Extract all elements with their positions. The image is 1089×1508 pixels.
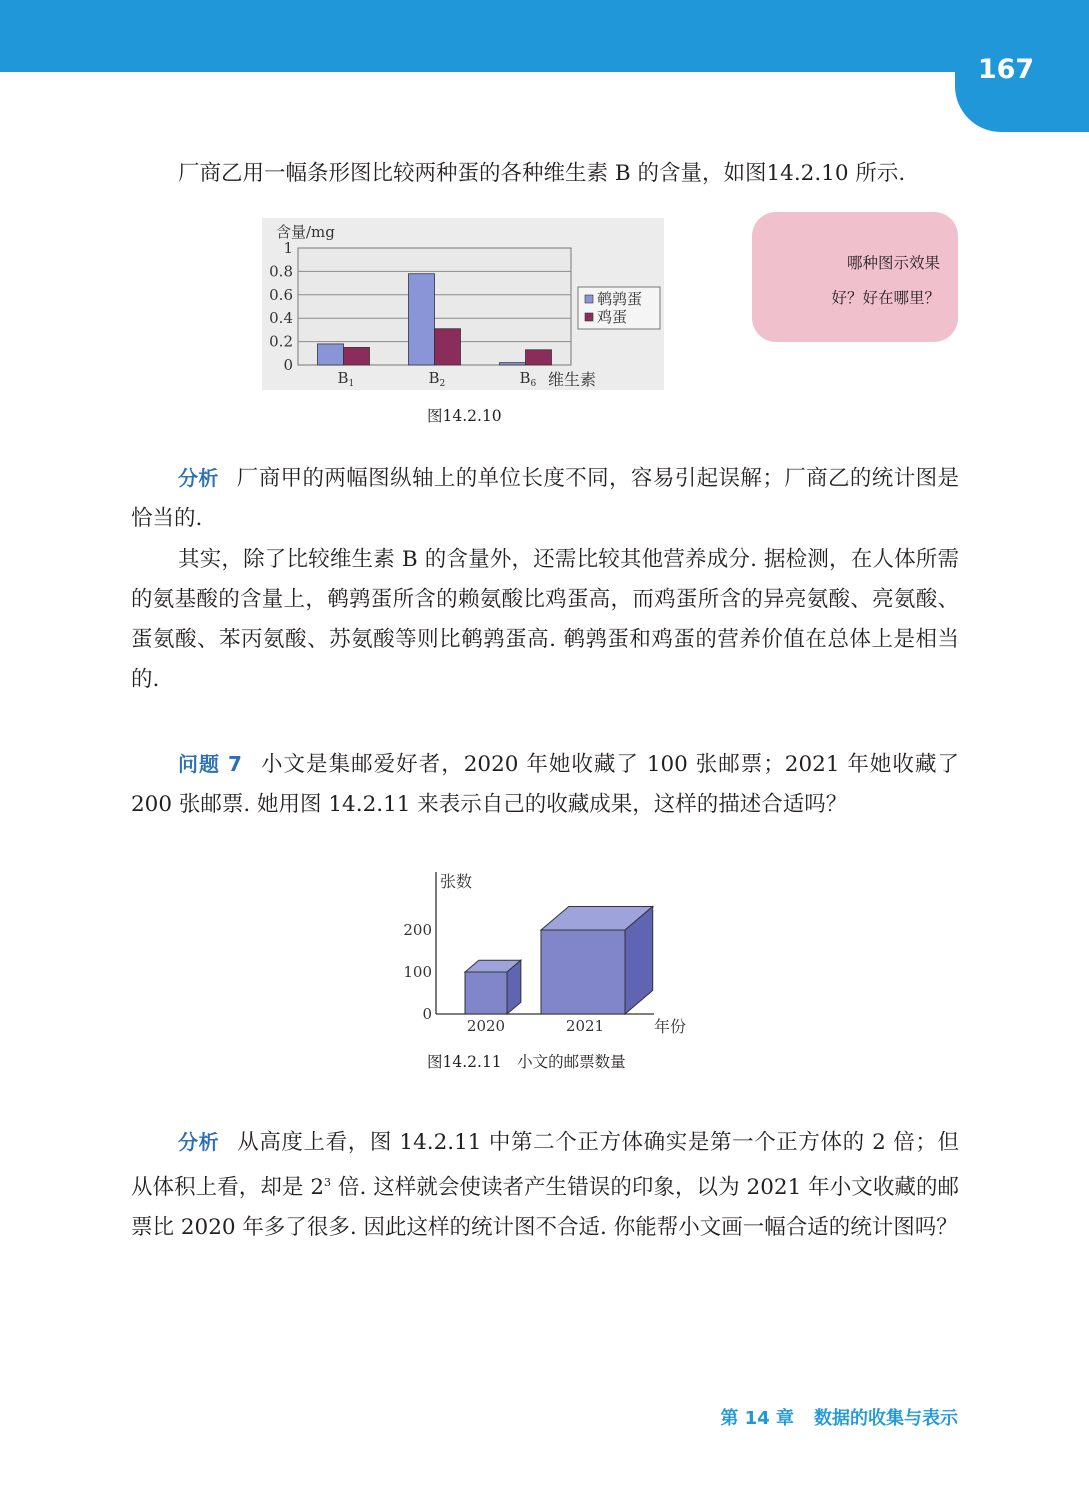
bar-quail	[318, 344, 344, 365]
legend-swatch-quail	[585, 295, 593, 303]
bubble-line-2: 好？好在哪里？	[831, 289, 940, 307]
question-7	[131, 744, 959, 825]
page-number: 167	[977, 54, 1035, 85]
y-tick-label: 0.6	[269, 285, 293, 304]
figure-caption-14-2-11: 图14.2.11 小文的邮票数量	[427, 1053, 626, 1071]
y-tick-label: 0	[422, 1005, 432, 1023]
paragraph-intro: 厂商乙用一幅条形图比较两种蛋的各种维生素 B 的含量，如图14.2.10 所示.	[178, 161, 906, 186]
footer-chapter: 第 14 章	[720, 1408, 794, 1429]
top-color-bar	[0, 0, 1089, 72]
y-tick-label: 0.8	[269, 262, 293, 281]
analysis-2	[131, 1122, 959, 1248]
figure-caption-14-2-10: 图14.2.10	[427, 407, 502, 425]
analysis-2-text-a: 从高度上看，图 14.2.11 中第二个正方体确实是第一个正方体的 2 倍；但从体积上看，却是 2	[131, 1130, 959, 1201]
legend-swatch-chicken	[585, 313, 593, 321]
y-axis-label: 含量/mg	[276, 223, 335, 241]
stamp-cube-chart	[396, 862, 696, 1040]
legend-label-quail: 鹌鹑蛋	[597, 290, 643, 308]
bar-chicken	[526, 350, 552, 365]
y-axis-label: 张数	[440, 872, 473, 891]
vitamin-b-bar-chart	[262, 218, 664, 390]
paragraph-amino-acids: 其实，除了比较维生素 B 的含量外，还需比较其他营养成分. 据检测，在人体所需的氨基酸的含量上，鹌鹑蛋所含的赖氨酸比鸡蛋高，而鸡蛋所含的异亮氨酸、亮氨酸、蛋氨酸、苯丙氨酸、苏氨酸等则比鹌鹑蛋高. 鹌鹑蛋和鸡蛋的营养价值在总体上是相当的.	[131, 547, 959, 692]
cube-front	[541, 930, 625, 1014]
x-tick-label: $B_1$	[337, 369, 355, 389]
bubble-line-1: 哪种图示效果	[846, 254, 940, 272]
y-tick-label: 0.4	[269, 309, 293, 328]
bar-quail	[409, 274, 435, 365]
x-tick-label: 2020	[466, 1017, 506, 1035]
legend-label-chicken: 鸡蛋	[597, 308, 628, 326]
bar-chicken	[344, 347, 370, 365]
bar-quail	[500, 363, 526, 365]
y-tick-label: 0.2	[269, 332, 293, 351]
analysis-2-text-b: 倍. 这样就会使读者产生错误的印象，以为 2021 年小文收藏的邮票比 2020 年多了很多. 因此这样的统计图不合适. 你能帮小文画一幅合适的统计图吗？	[131, 1175, 960, 1241]
x-tick-label: 2021	[565, 1017, 605, 1035]
x-tick-label: $B_6$	[519, 369, 537, 389]
superscript-3: 3	[324, 1176, 332, 1189]
y-tick-label: 200	[403, 921, 432, 939]
footer	[620, 1404, 958, 1430]
legend	[578, 287, 660, 329]
analysis-label-2: 分析	[178, 1130, 220, 1154]
y-tick-label: 100	[403, 963, 432, 981]
x-axis-label: 维生素	[548, 370, 597, 389]
cube-2020	[465, 960, 521, 1014]
analysis-1-text: 厂商甲的两幅图纵轴上的单位长度不同，容易引起误解；厂商乙的统计图是恰当的.	[131, 466, 959, 531]
y-tick-label: 1	[283, 239, 293, 257]
speech-bubble-text	[770, 246, 940, 316]
question-label: 问题 7	[178, 752, 242, 776]
x-tick-label: $B_2$	[428, 369, 446, 389]
footer-title: 数据的收集与表示	[814, 1408, 958, 1429]
analysis-1	[131, 458, 959, 539]
bar-chicken	[435, 329, 461, 365]
y-tick-label: 0	[283, 356, 293, 374]
question-7-text: 小文是集邮爱好者，2020 年她收藏了 100 张邮票；2021 年她收藏了 200 张邮票. 她用图 14.2.11 来表示自己的收藏成果，这样的描述合适吗？	[131, 752, 959, 817]
cube-2021	[541, 906, 653, 1014]
analysis-label: 分析	[178, 466, 219, 490]
cube-front	[465, 972, 507, 1014]
x-axis-label: 年份	[654, 1017, 687, 1036]
